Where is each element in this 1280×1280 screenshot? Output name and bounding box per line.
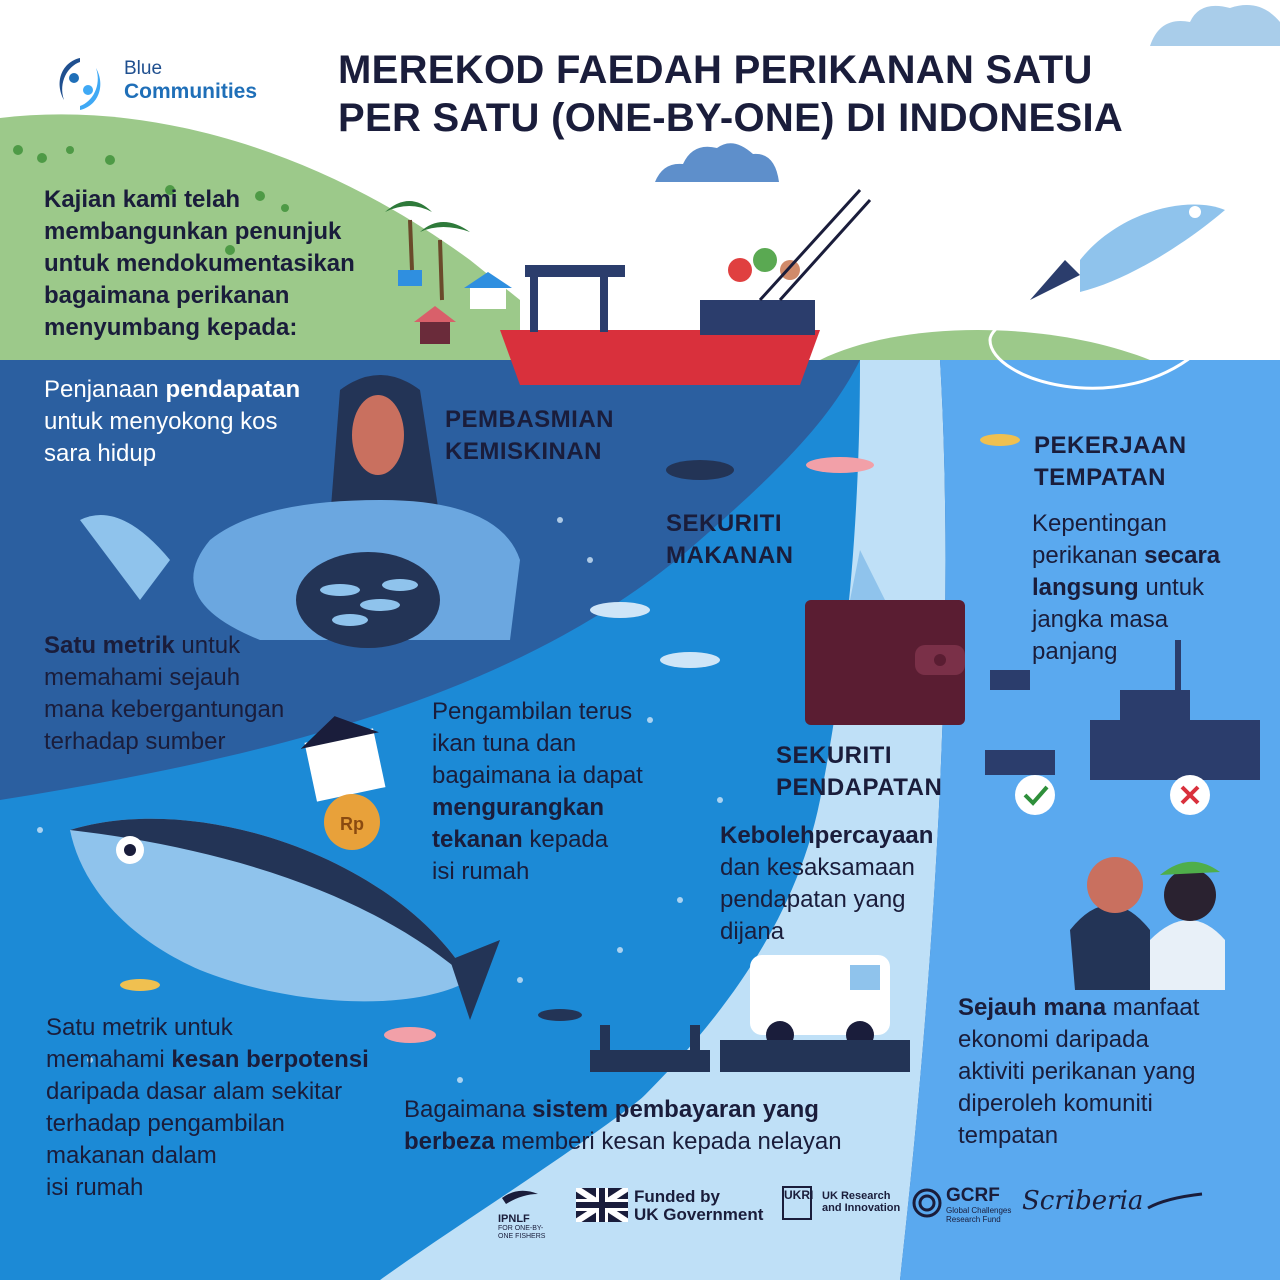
text-line: pendapatan yang (720, 886, 906, 913)
pembayaran-text (404, 1094, 842, 1158)
heading-line: PEMBASMIAN (445, 406, 615, 433)
text-rest: memahami (46, 1046, 172, 1073)
title-line1: MEREKOD FAEDAH PERIKANAN SATU (338, 48, 1093, 92)
ipnlf-fish-icon (498, 1186, 548, 1208)
kebolehpercayaan-text (720, 820, 933, 948)
text-rest: Bagaimana (404, 1096, 533, 1123)
heading-line: TEMPATAN (1034, 464, 1166, 491)
text-line: dijana (720, 918, 785, 945)
gcrf-sub2: Research Fund (946, 1215, 1001, 1224)
heading-pekerjaan (1034, 430, 1187, 494)
heading-line: KEMISKINAN (445, 438, 603, 465)
intro-text (44, 184, 355, 344)
text-line: isi rumah (46, 1174, 144, 1201)
ukri-mark: UKRI (782, 1186, 812, 1220)
blue-communities-logo (48, 52, 278, 116)
title-line2: PER SATU (ONE-BY-ONE) DI INDONESIA (338, 96, 1124, 140)
text-line: ekonomi daripada (958, 1026, 1149, 1053)
satu-metrik-1 (44, 630, 284, 758)
scriberia-wordmark: Scriberia (1022, 1186, 1144, 1216)
heading-line: SEKURITI (776, 742, 893, 769)
text-line: isi rumah (432, 858, 530, 885)
ipnlf-logo (498, 1186, 556, 1240)
ipnlf-name: IPNLF (498, 1213, 530, 1225)
text-line: panjang (1032, 638, 1118, 665)
intro-line: membangunkan penunjuk (44, 218, 342, 245)
text-line: jangka masa (1032, 606, 1169, 633)
intro-line: menyumbang kepada: (44, 314, 298, 341)
text-rest: untuk (1138, 574, 1205, 601)
heading-line: PEKERJAAN (1034, 432, 1187, 459)
sejauh-text (958, 992, 1199, 1152)
text-line: daripada dasar alam sekitar (46, 1078, 343, 1105)
page-title (338, 46, 1218, 142)
text-bold: secara (1144, 542, 1221, 569)
text-bold: Sejauh mana (958, 994, 1107, 1021)
gcrf-sub1: Global Challenges (946, 1206, 1012, 1215)
income-pre: Penjanaan (44, 376, 166, 403)
brand-name-line1: Blue (124, 58, 163, 79)
brand-name-line2: Communities (124, 80, 258, 103)
income-bold: pendapatan (165, 376, 301, 403)
text-line: dan kesaksamaan (720, 854, 915, 881)
blue-communities-icon (48, 52, 112, 116)
scriberia-logo (1022, 1186, 1143, 1216)
heading-sekuriti-makanan (666, 508, 793, 572)
heading-sekuriti-pendapatan (776, 740, 942, 804)
heading-line: SEKURITI (666, 510, 783, 537)
text-rest: memberi kesan kepada nelayan (494, 1128, 842, 1155)
union-flag-icon (576, 1188, 628, 1222)
text-line: tempatan (958, 1122, 1059, 1149)
satu-metrik-1-rest: untuk (174, 632, 241, 659)
text-line: terhadap pengambilan (46, 1110, 285, 1137)
satu-metrik-2 (46, 1012, 369, 1204)
text-line: memahami sejauh (44, 664, 241, 691)
text-line: bagaimana ia dapat (432, 762, 643, 789)
text-rest: kepada (522, 826, 609, 853)
text-line: terhadap sumber (44, 728, 226, 755)
text-line: ikan tuna dan (432, 730, 577, 757)
text-line: Pengambilan terus (432, 698, 633, 725)
gcrf-name: GCRF (946, 1185, 1000, 1206)
income-line2: untuk menyokong kos (44, 408, 278, 435)
text-bold: berbeza (404, 1128, 495, 1155)
text-bold: sistem pembayaran yang (532, 1096, 819, 1123)
heading-line: PENDAPATAN (776, 774, 943, 801)
ukri-line1: UK Research (822, 1190, 891, 1202)
ukri-line2: and Innovation (822, 1202, 901, 1214)
ipnlf-subtitle: FOR ONE-BY-ONE FISHERS (498, 1225, 546, 1240)
pengambilan-text (432, 696, 643, 888)
text-bold: tekanan (432, 826, 523, 853)
pen-icon (1146, 1192, 1206, 1212)
heading-pembasmian (445, 404, 614, 468)
text-line: Satu metrik untuk (46, 1014, 233, 1041)
text-bold: Kebolehpercayaan (720, 822, 934, 849)
rupiah-coin-label: Rp (340, 814, 364, 834)
text-bold: mengurangkan (432, 794, 605, 821)
income-line3: sara hidup (44, 440, 157, 467)
text-bold: langsung (1032, 574, 1139, 601)
satu-metrik-1-bold: Satu metrik (44, 632, 175, 659)
funded-by-text: Funded by (634, 1187, 720, 1206)
heading-line: MAKANAN (666, 542, 794, 569)
intro-line: bagaimana perikanan (44, 282, 290, 309)
text-line: diperoleh komuniti (958, 1090, 1153, 1117)
income-text (44, 374, 300, 470)
text-rest: manfaat (1106, 994, 1200, 1021)
uk-government-text: UK Government (634, 1205, 764, 1224)
text-line: aktiviti perikanan yang (958, 1058, 1196, 1085)
intro-line: untuk mendokumentasikan (44, 250, 355, 277)
text-line: Kepentingan (1032, 510, 1167, 537)
text-line: mana kebergantungan (44, 696, 285, 723)
kepentingan-text (1032, 508, 1220, 668)
text-rest: perikanan (1032, 542, 1145, 569)
text-bold: kesan berpotensi (171, 1046, 369, 1073)
gcrf-icon (912, 1188, 942, 1218)
intro-line: Kajian kami telah (44, 186, 241, 213)
text-line: makanan dalam (46, 1142, 217, 1169)
